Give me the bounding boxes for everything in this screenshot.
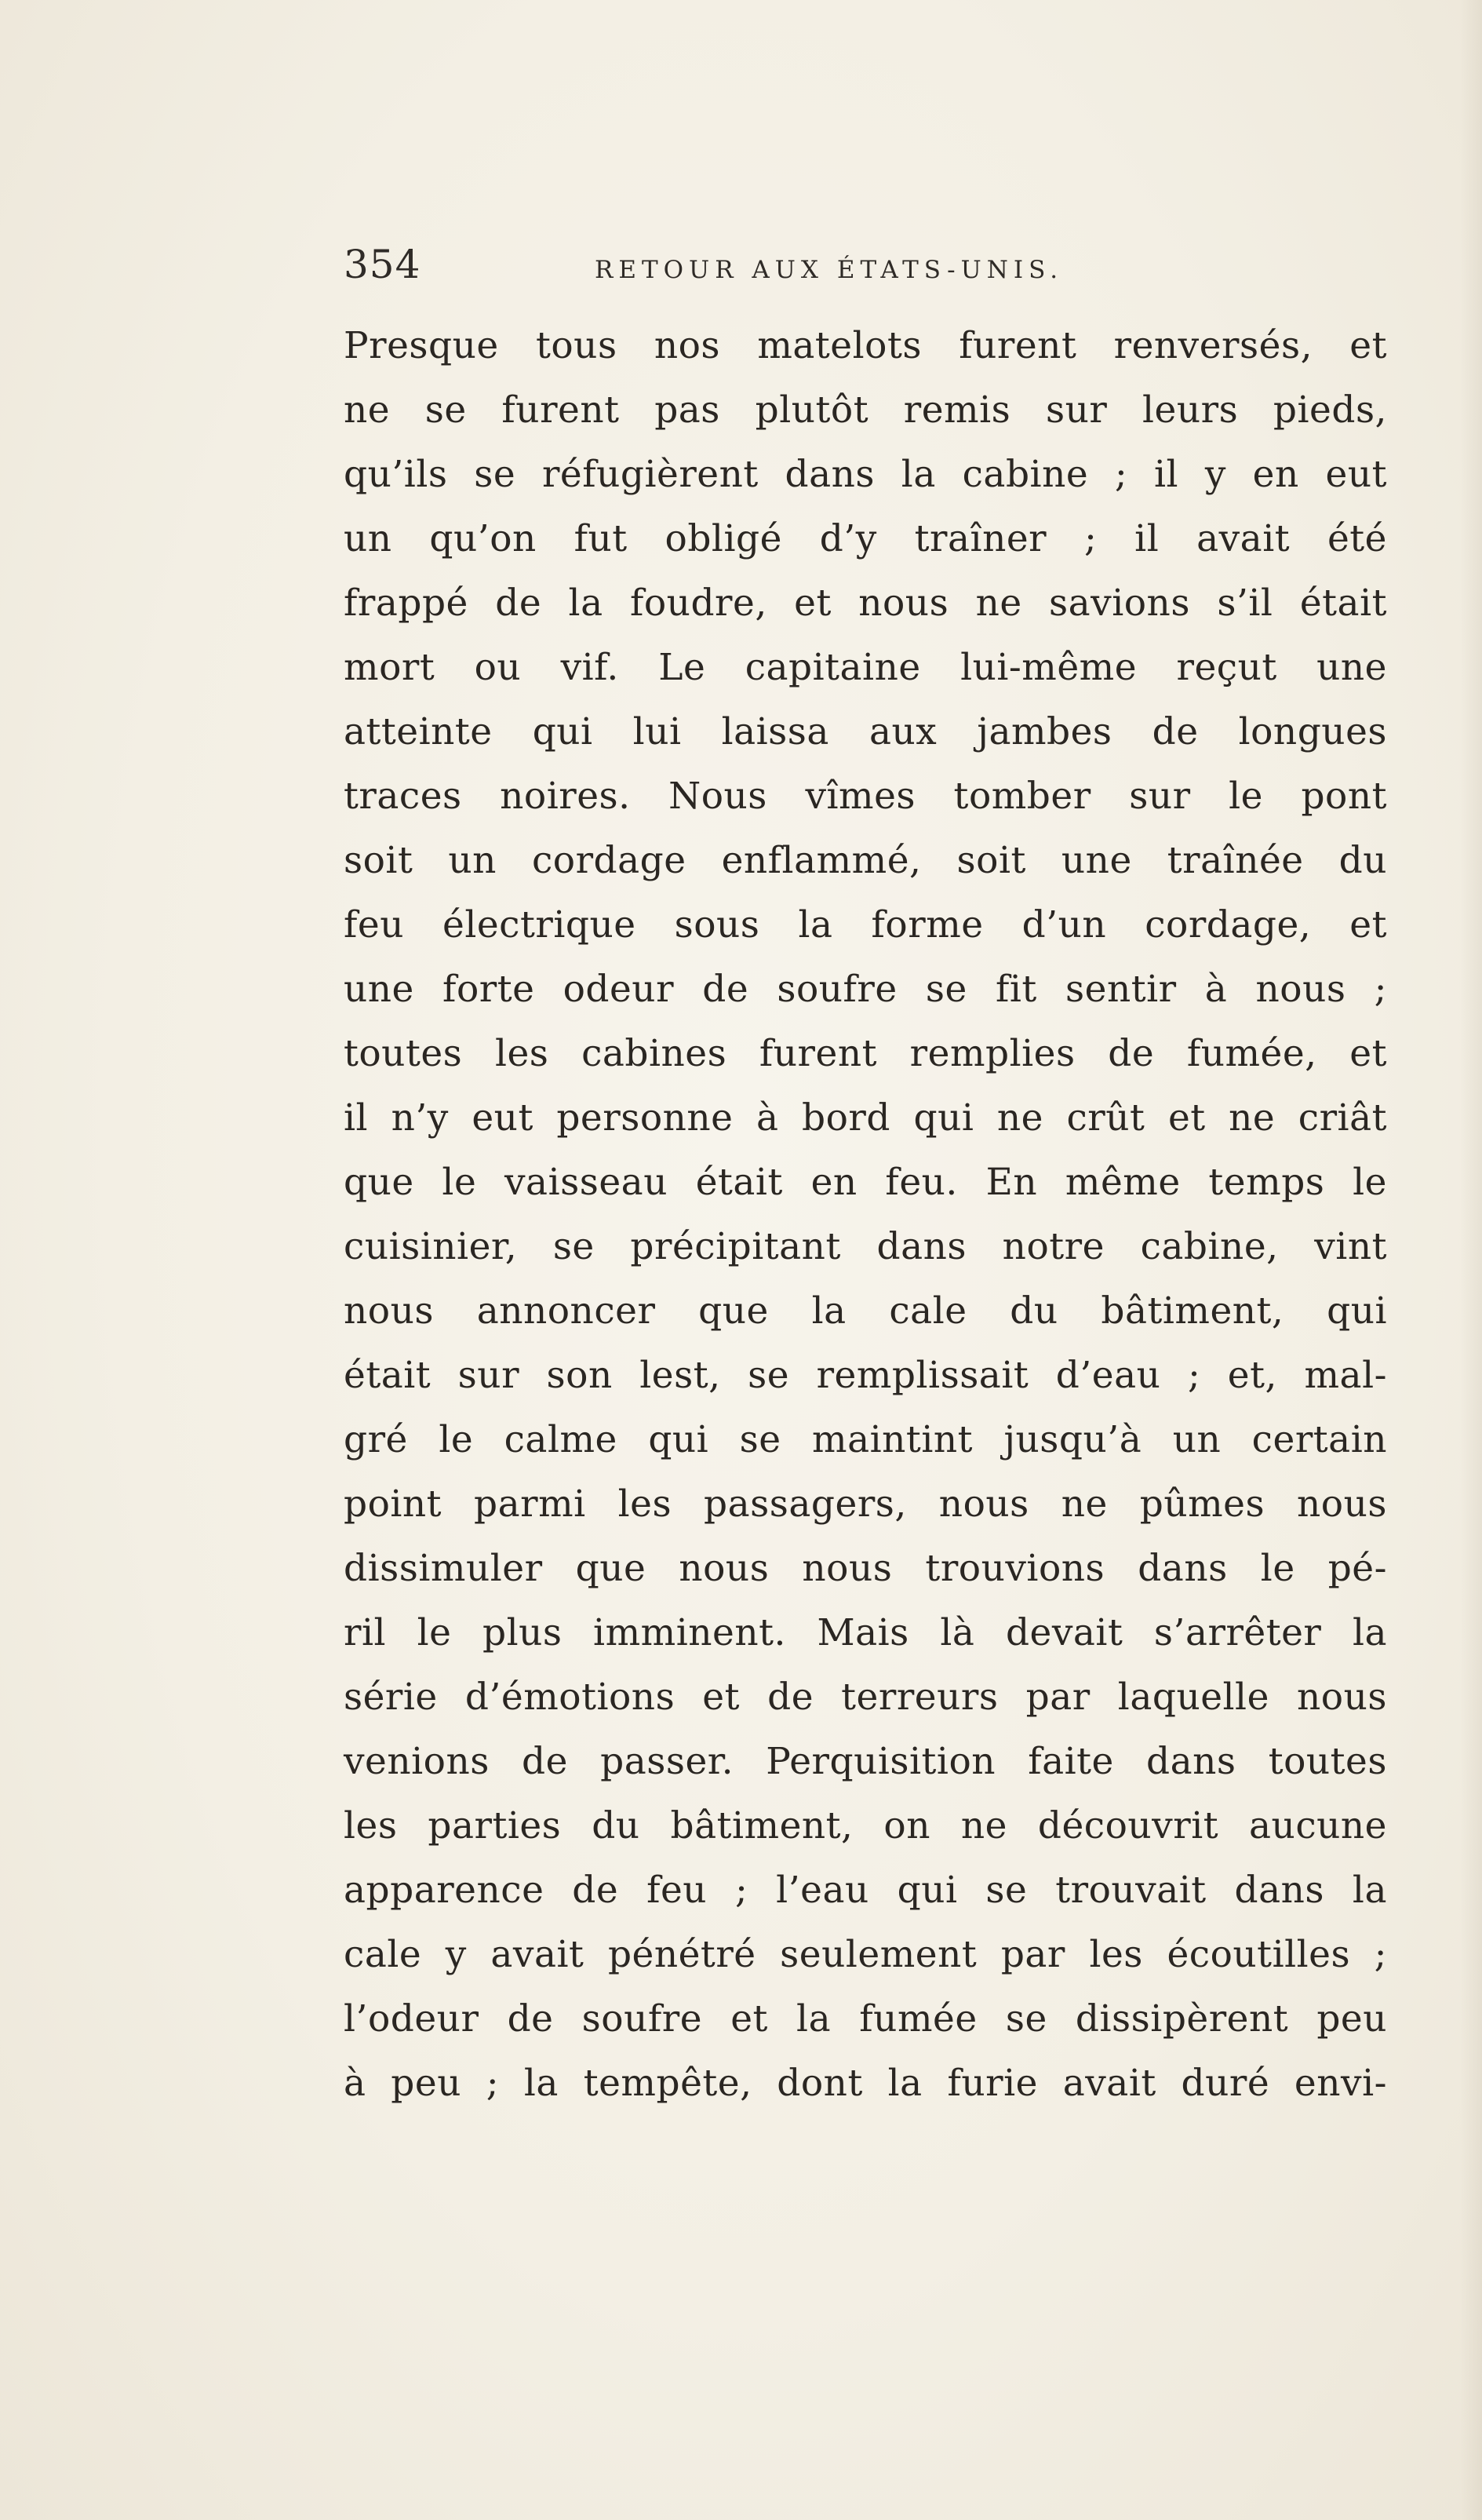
text-line: les parties du bâtiment, on ne découvrit aucune (344, 1804, 1387, 1847)
text-line: atteinte qui lui laissa aux jambes de longues (344, 710, 1387, 753)
text-line: apparence de feu ; l’eau qui se trouvait dans la (344, 1869, 1387, 1912)
text-line: cuisinier, se précipitant dans notre cabine, vint (344, 1225, 1387, 1268)
text-line: qu’ils se réfugièrent dans la cabine ; il y en eut (344, 453, 1387, 496)
text-line: Presque tous nos matelots furent renversés, et (344, 324, 1387, 367)
text-line: il n’y eut personne à bord qui ne crût et ne criât (344, 1096, 1387, 1140)
text-line: nous annoncer que la cale du bâtiment, qui (344, 1289, 1387, 1333)
text-line: était sur son lest, se remplissait d’eau ; et, mal- (344, 1354, 1387, 1397)
text-line: série d’émotions et de terreurs par laquelle nous (344, 1676, 1387, 1719)
text-line: à peu ; la tempête, dont la furie avait duré envi- (344, 2062, 1387, 2105)
text-line: frappé de la foudre, et nous ne savions s’il était (344, 582, 1387, 625)
body-text (344, 314, 1387, 2116)
text-line: traces noires. Nous vîmes tomber sur le pont (344, 775, 1387, 818)
text-line: venions de passer. Perquisition faite dans toutes (344, 1740, 1387, 1783)
running-title: RETOUR AUX ÉTATS-UNIS. (595, 256, 1064, 284)
text-line: point parmi les passagers, nous ne pûmes nous (344, 1482, 1387, 1526)
text-line: un qu’on fut obligé d’y traîner ; il avait été (344, 517, 1387, 560)
text-line: ne se furent pas plutôt remis sur leurs pieds, (344, 388, 1387, 432)
text-line: ril le plus imminent. Mais là devait s’arrêter la (344, 1611, 1387, 1654)
text-line: toutes les cabines furent remplies de fumée, et (344, 1032, 1387, 1075)
text-line: cale y avait pénétré seulement par les écoutilles ; (344, 1933, 1387, 1976)
text-line: feu électrique sous la forme d’un cordage, et (344, 903, 1387, 946)
text-line: gré le calme qui se maintint jusqu’à un certain (344, 1418, 1387, 1461)
text-line: mort ou vif. Le capitaine lui-même reçut une (344, 646, 1387, 689)
text-line: soit un cordage enflammé, soit une traînée du (344, 839, 1387, 882)
text-line: l’odeur de soufre et la fumée se dissipèrent peu (344, 1997, 1387, 2040)
page-header (344, 235, 1387, 306)
page-number: 354 (344, 242, 421, 287)
text-line: une forte odeur de soufre se fit sentir à nous ; (344, 968, 1387, 1011)
page-edge-shadow (1460, 0, 1482, 2520)
text-line: dissimuler que nous nous trouvions dans le pé- (344, 1547, 1387, 1590)
text-line: que le vaisseau était en feu. En même temps le (344, 1161, 1387, 1204)
